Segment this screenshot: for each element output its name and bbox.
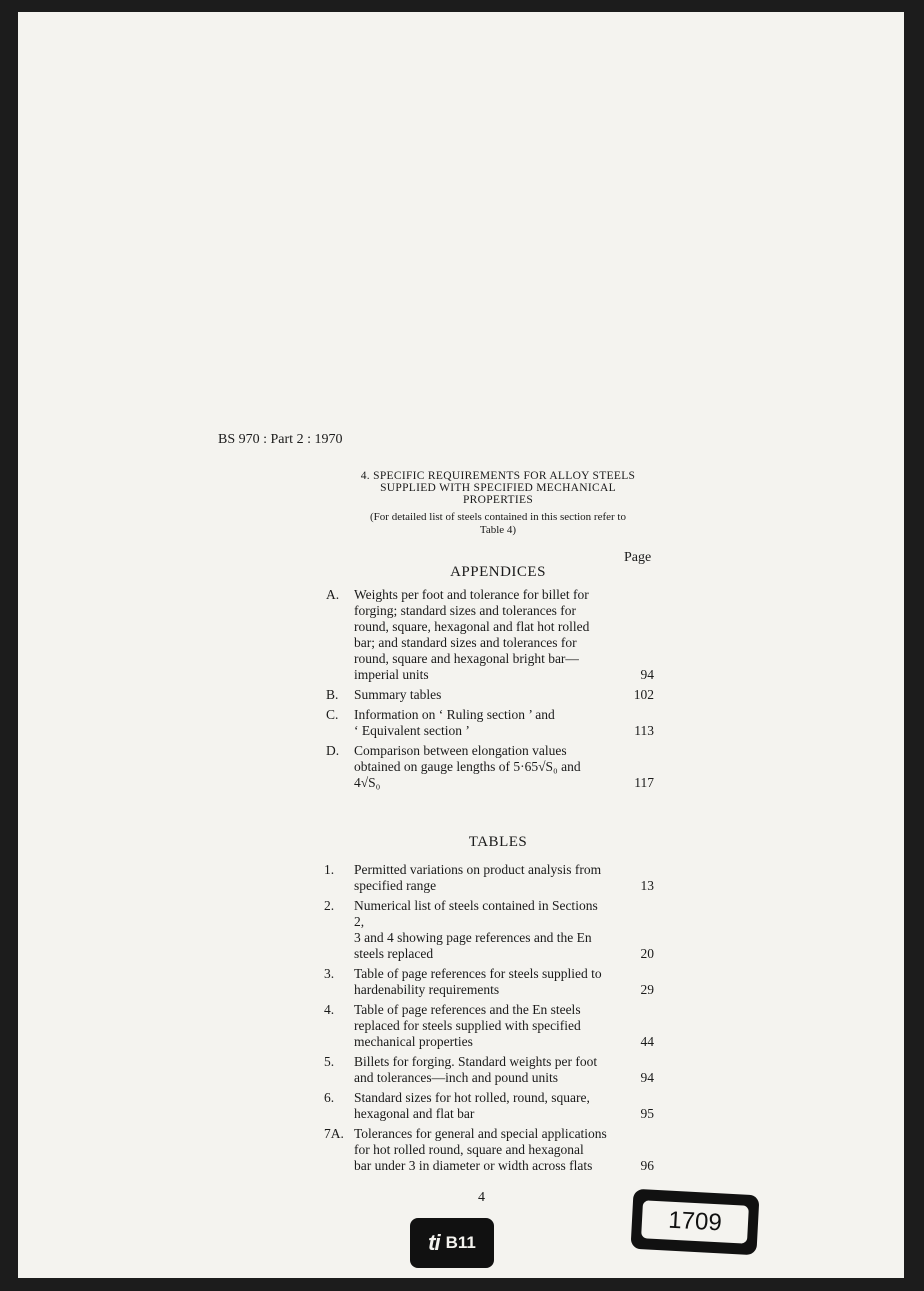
page-number: 4 <box>478 1190 485 1205</box>
item-page-number: 94 <box>640 1070 654 1085</box>
tables-list <box>324 862 654 1178</box>
item-text-line: Permitted variations on product analysis from <box>354 862 602 877</box>
list-item <box>324 1090 654 1122</box>
item-label: 3. <box>324 966 335 981</box>
item-label: C. <box>326 707 339 722</box>
section-heading <box>328 470 668 506</box>
publisher-code: B11 <box>445 1233 476 1252</box>
item-text-line: hexagonal and flat bar <box>354 1106 475 1121</box>
list-item <box>324 1126 654 1174</box>
section-heading-line: PROPERTIES <box>462 494 534 506</box>
item-text-line: Comparison between elongation values <box>354 743 567 758</box>
section-heading-line: SUPPLIED WITH SPECIFIED MECHANICAL <box>380 482 616 494</box>
appendices-list <box>324 587 654 795</box>
item-page-number: 29 <box>640 982 654 997</box>
item-page-number: 113 <box>634 723 654 738</box>
item-text-line: bar; and standard sizes and tolerances for <box>354 635 577 650</box>
item-page-number: 44 <box>640 1034 654 1049</box>
page-column-label: Page <box>624 550 652 565</box>
item-page-number: 117 <box>634 775 654 790</box>
publisher-logo: ti <box>428 1230 440 1255</box>
item-text-line: ‘ Equivalent section ’ <box>354 723 470 738</box>
list-item <box>324 862 654 894</box>
item-text-line: obtained on gauge lengths of 5·65√S₀ and <box>354 759 581 774</box>
list-item <box>324 707 654 739</box>
item-text-line: round, square, hexagonal and flat hot rolled <box>354 619 590 634</box>
list-item <box>324 743 654 791</box>
item-text-line: for hot rolled round, square and hexagonal <box>354 1142 584 1157</box>
list-item <box>324 898 654 962</box>
item-page-number: 102 <box>633 687 654 702</box>
item-label: 1. <box>324 862 335 877</box>
item-text-line: imperial units <box>354 667 429 682</box>
item-label: 7A. <box>324 1126 344 1141</box>
item-page-number: 96 <box>640 1158 654 1173</box>
archive-stamp <box>631 1189 760 1256</box>
item-text-line: Table of page references for steels supplied to <box>354 966 602 981</box>
item-text-line: Standard sizes for hot rolled, round, square, <box>354 1090 590 1105</box>
item-text-line: 4√S₀ <box>354 775 381 790</box>
list-item <box>324 966 654 998</box>
item-label: 2. <box>324 898 335 913</box>
item-page-number: 95 <box>640 1106 654 1121</box>
tables-title: TABLES <box>468 834 528 850</box>
document-reference: BS 970 : Part 2 : 1970 <box>218 432 343 447</box>
list-item <box>324 587 654 683</box>
section-note <box>328 511 668 537</box>
item-text-line: Table of page references and the En steels <box>354 1002 581 1017</box>
item-label: B. <box>326 687 339 702</box>
item-text-line: Tolerances for general and special applications <box>354 1126 607 1141</box>
item-page-number: 20 <box>640 946 654 961</box>
item-text-line: Summary tables <box>354 687 442 702</box>
item-text-line: Numerical list of steels contained in Sections 2, <box>354 898 598 929</box>
item-text-line: forging; standard sizes and tolerances for <box>354 603 577 618</box>
list-item <box>324 1002 654 1050</box>
item-text-line: specified range <box>354 878 437 893</box>
publisher-badge <box>410 1218 494 1268</box>
archive-stamp-number: 1709 <box>641 1200 749 1243</box>
section-note-line: Table 4) <box>479 524 517 536</box>
item-page-number: 13 <box>640 878 654 893</box>
item-label: 6. <box>324 1090 335 1105</box>
item-label: 5. <box>324 1054 335 1069</box>
item-text-line: hardenability requirements <box>354 982 500 997</box>
list-item <box>324 687 654 703</box>
document-page <box>18 12 904 1278</box>
section-heading-line: 4. SPECIFIC REQUIREMENTS FOR ALLOY STEELS <box>360 470 636 482</box>
item-text-line: replaced for steels supplied with specified <box>354 1018 581 1033</box>
item-text-line: bar under 3 in diameter or width across flats <box>354 1158 593 1173</box>
item-text-line: Billets for forging. Standard weights per foot <box>354 1054 598 1069</box>
section-note-line: (For detailed list of steels contained in this section refer to <box>370 511 626 523</box>
item-text-line: Information on ‘ Ruling section ’ and <box>354 707 555 722</box>
item-page-number: 94 <box>640 667 654 682</box>
item-text-line: 3 and 4 showing page references and the En <box>354 930 592 945</box>
item-text-line: and tolerances—inch and pound units <box>354 1070 558 1085</box>
item-text-line: Weights per foot and tolerance for billet for <box>354 587 589 602</box>
item-text-line: steels replaced <box>354 946 434 961</box>
list-item <box>324 1054 654 1086</box>
item-text-line: mechanical properties <box>354 1034 473 1049</box>
appendices-title: APPENDICES <box>450 564 546 580</box>
item-text-line: round, square and hexagonal bright bar— <box>354 651 579 666</box>
item-label: A. <box>326 587 340 602</box>
item-label: 4. <box>324 1002 335 1017</box>
item-label: D. <box>326 743 340 758</box>
